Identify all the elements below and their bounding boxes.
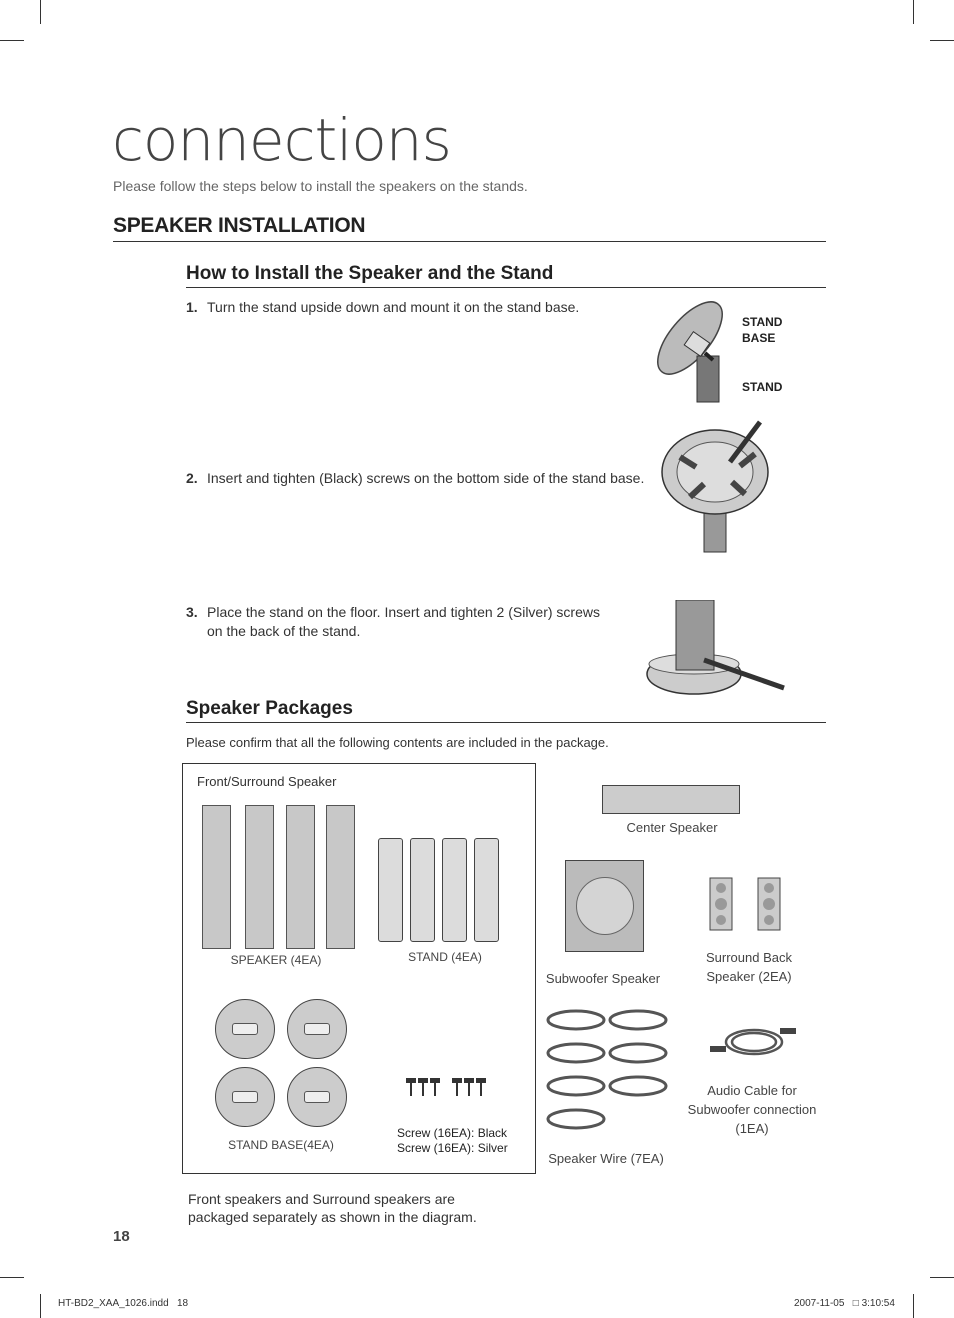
label-stand: STAND: [742, 380, 783, 394]
footer-file-name: HT-BD2_XAA_1026.indd 18: [58, 1298, 189, 1309]
step-text: Turn the stand upside down and mount it on the stand base.: [207, 299, 580, 315]
step-text: Insert and tighten (Black) screws on the bottom side of the stand base.: [207, 470, 645, 486]
step-number: 1.: [186, 299, 198, 315]
front-surround-label: Front/Surround Speaker: [197, 774, 337, 789]
speaker-count-label: SPEAKER (4EA): [230, 953, 322, 967]
intro-text: Please follow the steps below to install the speakers on the stands.: [113, 178, 528, 194]
page-number: 18: [113, 1228, 130, 1245]
subsection-rule: [186, 287, 826, 288]
packages-intro: Please confirm that all the following contents are included in the package.: [186, 735, 609, 750]
section-title: SPEAKER INSTALLATION: [113, 214, 366, 237]
page-title: connections: [112, 106, 451, 174]
surround-back-speaker-image: [708, 876, 784, 932]
center-speaker-label: Center Speaker: [626, 820, 718, 835]
stand-image: [474, 838, 499, 942]
screw-silver-label: Screw (16EA): Silver: [397, 1141, 508, 1155]
screw-labels: [397, 1126, 508, 1156]
speaker-image: [286, 805, 315, 949]
stand-image: [378, 838, 403, 942]
speaker-image: [202, 805, 231, 949]
audio-cable-image: [708, 1018, 798, 1066]
stand-base-image: [287, 1067, 347, 1127]
stand-base-image: [287, 999, 347, 1059]
footnote: Front speakers and Surround speakers are packaged separately as shown in the diagram.: [188, 1191, 477, 1225]
stand-base-count-label: STAND BASE(4EA): [228, 1138, 334, 1152]
stand-mount-illustration: [645, 298, 745, 406]
screw-stand-illustration: [646, 600, 786, 696]
speaker-image: [326, 805, 355, 949]
woofer-cone: [576, 877, 634, 935]
screw-icon: [404, 1076, 488, 1098]
stand-count-label: STAND (4EA): [408, 950, 482, 964]
speaker-image: [245, 805, 274, 949]
step-number: 2.: [186, 470, 198, 486]
step-2: [186, 469, 656, 488]
stand-image: [410, 838, 435, 942]
subsection-rule: [186, 722, 826, 723]
step-1: [186, 298, 616, 317]
subsection-packages-title: Speaker Packages: [186, 698, 353, 719]
stand-image: [442, 838, 467, 942]
surround-back-label: Surround Back Speaker (2EA): [706, 950, 792, 984]
subwoofer-label: Subwoofer Speaker: [545, 971, 661, 986]
step-3: [186, 603, 606, 641]
speaker-wire-image: [544, 1005, 670, 1145]
center-speaker-image: [602, 785, 740, 814]
subwoofer-image: [565, 860, 644, 952]
section-rule: [113, 241, 826, 242]
label-stand-base: STAND BASE: [742, 315, 783, 345]
footer-timestamp: 2007-11-05 □ 3:10:54: [794, 1298, 895, 1309]
audio-cable-label: Audio Cable for Subwoofer connection (1EA): [687, 1083, 817, 1136]
stand-base-image: [215, 1067, 275, 1127]
stand-base-image: [215, 999, 275, 1059]
screw-base-illustration: [660, 412, 775, 554]
screw-black-label: Screw (16EA): Black: [397, 1126, 508, 1140]
speaker-wire-label: Speaker Wire (7EA): [548, 1151, 664, 1166]
step-text: Place the stand on the floor. Insert and tighten 2 (Silver) screws on the back of the stand.: [207, 604, 600, 639]
step-number: 3.: [186, 604, 198, 620]
subsection-install-title: How to Install the Speaker and the Stand: [186, 263, 554, 284]
